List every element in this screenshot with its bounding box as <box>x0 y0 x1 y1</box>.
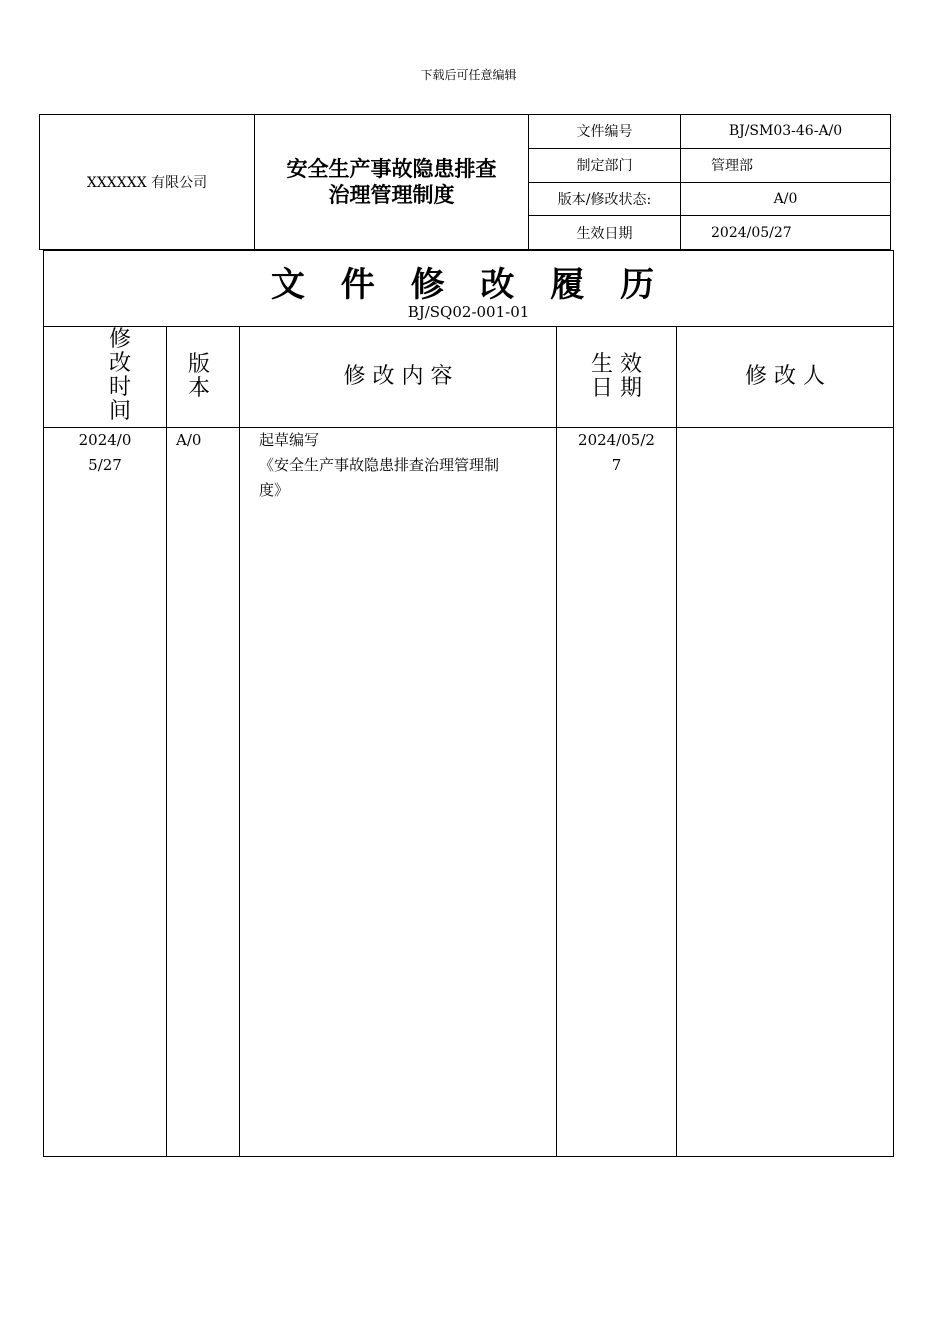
document-header-table <box>39 114 891 250</box>
top-note: 下载后可任意编辑 <box>420 68 517 82</box>
label-doc-number: 文件编号 <box>529 115 681 149</box>
document-title-line2: 治理管理制度 <box>328 182 455 207</box>
column-header-time: 修 改 时 间 <box>108 327 131 424</box>
divider <box>44 326 893 327</box>
row-content: 起草编写 《安全生产事故隐患排查治理管理制 度》 <box>259 431 500 499</box>
label-version: 版本/修改状态: <box>529 182 681 216</box>
value-effective-date: 2024/05/27 <box>681 216 891 250</box>
value-version: A/0 <box>681 182 891 216</box>
column-divider <box>676 326 677 1156</box>
company-name: XXXXXX 有限公司 <box>40 115 255 250</box>
column-divider <box>239 326 240 1156</box>
column-header-content: 修 改 内 容 <box>343 364 453 389</box>
column-header-effective-date: 生 效 日 期 <box>591 352 642 401</box>
value-doc-number: BJ/SM03-46-A/0 <box>681 115 891 149</box>
document-title-line1: 安全生产事故隐患排查 <box>286 156 497 181</box>
document-title <box>255 115 529 250</box>
label-department: 制定部门 <box>529 148 681 182</box>
column-divider <box>166 326 167 1156</box>
row-modify-time: 2024/0 5/27 <box>78 431 132 474</box>
column-header-version: 版 本 <box>187 352 210 401</box>
label-effective-date: 生效日期 <box>529 216 681 250</box>
column-header-modifier: 修 改 人 <box>745 364 825 389</box>
revision-history-title: 文 件 修 改 履 历 <box>270 265 667 305</box>
row-effective-date: 2024/05/2 7 <box>578 431 655 474</box>
value-department: 管理部 <box>681 148 891 182</box>
row-version: A/0 <box>176 431 202 449</box>
revision-history-code: BJ/SQ02-001-01 <box>407 303 530 321</box>
revision-history-table <box>43 250 894 1157</box>
